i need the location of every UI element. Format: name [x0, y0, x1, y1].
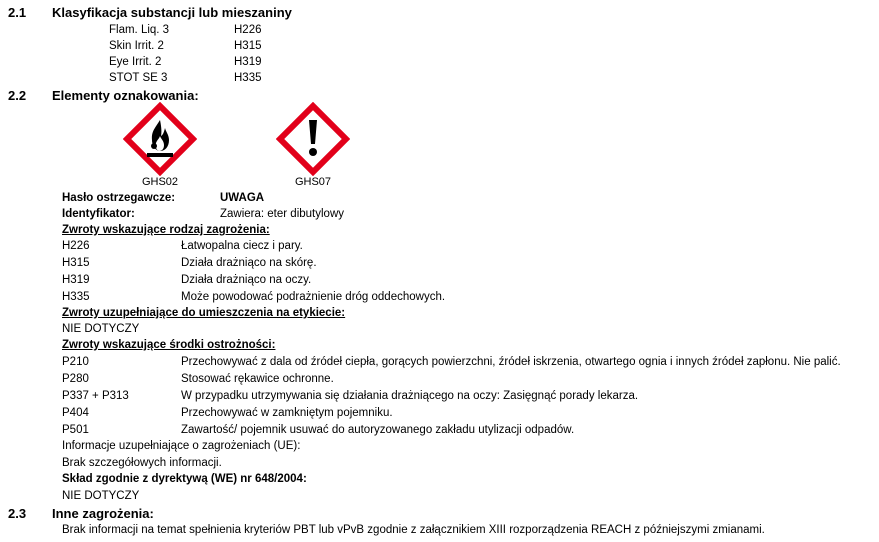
signal-word-value: UWAGA — [220, 192, 265, 204]
precaution-text: Stosować rękawice ochronne. — [181, 373, 334, 385]
section-number: 2.3 — [8, 506, 27, 521]
precaution-code: P501 — [62, 424, 89, 436]
hazard-text: Łatwopalna ciecz i pary. — [181, 240, 303, 252]
pictogram-label: GHS07 — [294, 176, 332, 188]
classification-label: Skin Irrit. 2 — [109, 40, 164, 52]
identifier-value: Zawiera: eter dibutylowy — [220, 208, 344, 220]
precaution-code: P337 + P313 — [62, 390, 129, 402]
precaution-text: W przypadku utrzymywania się działania drażniącego na oczy: Zasięgnąć porady lekarza. — [181, 390, 639, 402]
section-title: Inne zagrożenia: — [52, 506, 154, 521]
section-title: Elementy oznakowania: — [52, 88, 199, 103]
hazard-code: H335 — [62, 291, 90, 303]
precaution-text: Zawartość/ pojemnik usuwać do autoryzowanego zakładu utylizacji odpadów. — [181, 424, 575, 436]
classification-label: STOT SE 3 — [109, 72, 168, 84]
classification-label: Flam. Liq. 3 — [109, 24, 170, 36]
supplemental-statements-value: NIE DOTYCZY — [62, 323, 140, 335]
flame-pictogram-icon — [123, 102, 197, 176]
classification-code: H315 — [234, 40, 262, 52]
supplemental-statements-heading: Zwroty uzupełniające do umieszczenia na etykiecie: — [62, 307, 346, 319]
classification-code: H319 — [234, 56, 262, 68]
precaution-code: P280 — [62, 373, 89, 385]
other-hazards-text: Brak informacji na temat spełnienia kryteriów PBT lub vPvB zgodnie z załącznikiem XIII rozporządzenia REACH z późniejszymi zmianami. — [62, 524, 765, 536]
precaution-text: Przechowywać z dala od źródeł ciepła, gorących powierzchni, źródeł iskrzenia, otwartego ognia i innych źródeł zapłonu. Nie palić. — [181, 356, 841, 368]
hazard-text: Działa drażniąco na skórę. — [181, 257, 317, 269]
hazard-code: H319 — [62, 274, 90, 286]
section-number: 2.2 — [8, 88, 27, 103]
precaution-code: P404 — [62, 407, 89, 419]
classification-code: H226 — [234, 24, 262, 36]
classification-label: Eye Irrit. 2 — [109, 56, 162, 68]
pictogram-label: GHS02 — [141, 176, 179, 188]
hazard-text: Może powodować podrażnienie dróg oddechowych. — [181, 291, 446, 303]
classification-code: H335 — [234, 72, 262, 84]
eu-info-value: Brak szczegółowych informacji. — [62, 457, 222, 469]
hazard-statements-heading: Zwroty wskazujące rodzaj zagrożenia: — [62, 224, 270, 236]
section-title: Klasyfikacja substancji lub mieszaniny — [52, 5, 292, 20]
section-number: 2.1 — [8, 5, 27, 20]
eu-info-label: Informacje uzupełniające o zagrożeniach (UE): — [62, 440, 301, 452]
precaution-code: P210 — [62, 356, 89, 368]
precaution-text: Przechowywać w zamkniętym pojemniku. — [181, 407, 393, 419]
exclamation-pictogram-icon — [276, 102, 350, 176]
signal-word-label: Hasło ostrzegawcze: — [62, 192, 176, 204]
hazard-code: H226 — [62, 240, 90, 252]
directive-label: Skład zgodnie z dyrektywą (WE) nr 648/2004: — [62, 473, 307, 485]
hazard-code: H315 — [62, 257, 90, 269]
precautionary-statements-heading: Zwroty wskazujące środki ostrożności: — [62, 339, 276, 351]
directive-value: NIE DOTYCZY — [62, 490, 140, 502]
identifier-label: Identyfikator: — [62, 208, 135, 220]
hazard-text: Działa drażniąco na oczy. — [181, 274, 312, 286]
